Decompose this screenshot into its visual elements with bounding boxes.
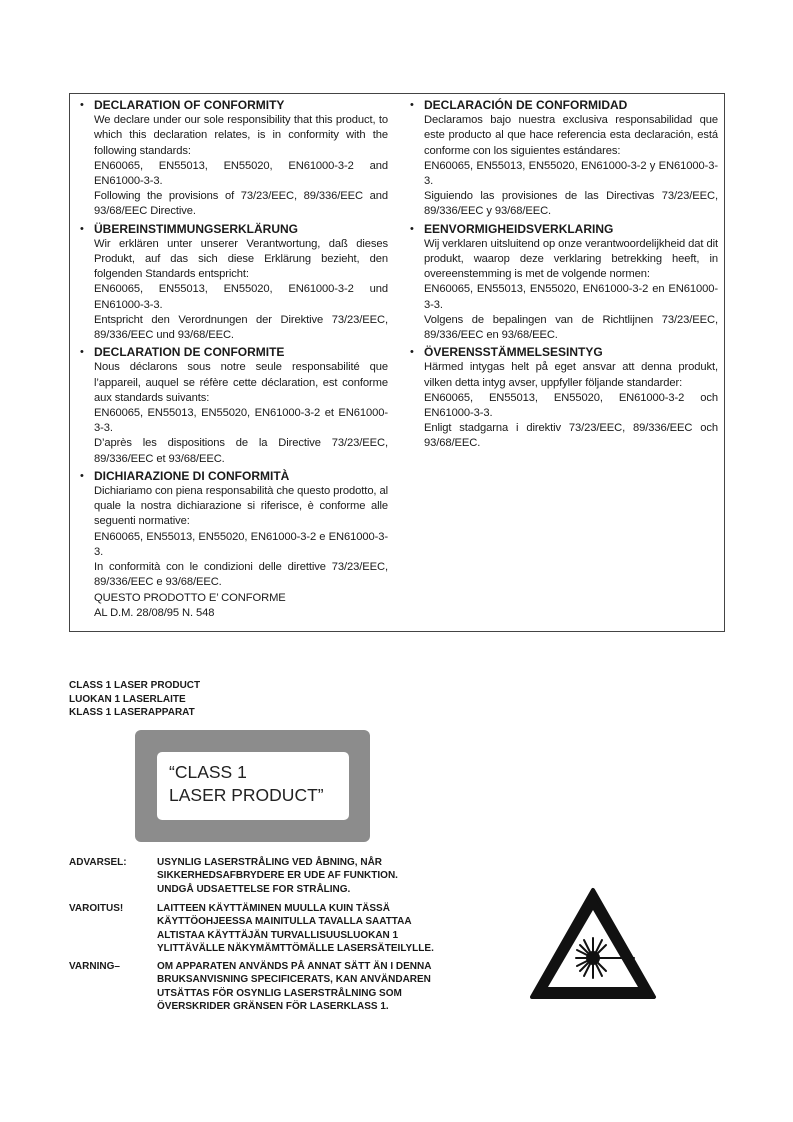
declaration-en — [78, 98, 388, 220]
declaration-title: ÜBEREINSTIMMUNGSERKLÄRUNG — [94, 221, 298, 236]
declaration-title: DECLARACIÓN DE CONFORMIDAD — [424, 98, 628, 112]
declaration-nl — [408, 222, 718, 344]
declaration-body: We declare under our sole responsibility that this product, to which this declaration relates, is in conformity with the following standards: EN60065, EN55013, EN55020, EN61000-3-2 and EN61000-3-3. Following the provisions of 73/23/EEC, 89/336/EEC and 93/68/EEC Directive. — [94, 114, 388, 218]
declaration-title: EENVORMIGHEIDSVERKLARING — [424, 221, 614, 236]
warning-label: ADVARSEL: — [69, 857, 127, 868]
label-inner-panel — [157, 752, 349, 820]
declaration-body: Dichiariamo con piena responsabilità che questo prodotto, al quale la nostra dichiarazione si riferisce, è conforme alle seguenti normative: EN60065, EN55013, EN55020, EN61000-3-2 e EN61000-3-3. In conformità con le condizioni delle direttive 73/23/EEC, 89/336/EEC e 93/68/EEC. QUESTO PRODOTTO E’ CONFORME AL D.M. 28/08/95 N. 548 — [94, 485, 388, 619]
class-1-laser-label — [135, 730, 370, 842]
declaration-body: Declaramos bajo nuestra exclusiva responsabilidad que este producto al que hace referencia esta declaración, está conforme con los siguientes estándares: EN60065, EN55013, EN55020, EN61000-3-2 y EN61000-3-3. Siguiendo las provisiones de las Directivas 73/23/EEC, 89/336/EEC y 93/68/EEC. — [424, 114, 718, 218]
bullet-icon: • — [410, 222, 414, 235]
declarations-box — [69, 93, 725, 632]
declaration-fr — [78, 345, 388, 467]
laser-class-lines — [69, 679, 200, 720]
declaration-title: DICHIARAZIONE DI CONFORMITÀ — [94, 468, 290, 483]
warning-text: USYNLIG LASERSTRÅLING VED ÅBNING, NÅR SIKKERHEDSAFBRYDERE ER UDE AF FUNKTION. UNDGÅ UDSAETTELSE FOR STRÅLING. — [157, 857, 398, 895]
label-text: “CLASS 1 LASER PRODUCT” — [169, 762, 324, 805]
bullet-icon: • — [410, 346, 414, 359]
declaration-title: DECLARATION DE CONFORMITE — [94, 345, 285, 360]
warning-text: LAITTEEN KÄYTTÄMINEN MUULLA KUIN TÄSSÄ KÄYTTÖOHJEESSA MAINITULLA TAVALLA SAATTAA ALTISTAA KÄYTTÄJÄN TURVALLISUUSLUOKAN 1 YLITTÄVÄLLE NÄKYMÄMTTÖMÄLLE LASERSÄTEILYLLE. — [157, 903, 434, 954]
declaration-title: DECLARATION OF CONFORMITY — [94, 98, 285, 112]
declaration-es — [408, 98, 718, 220]
bullet-icon: • — [410, 99, 414, 111]
bullet-icon: • — [80, 469, 84, 482]
class-line: KLASS 1 LASERAPPARAT — [69, 707, 195, 718]
declaration-body: Nous déclarons sous notre seule responsabilité que l’appareil, auquel se réfère cette déclaration, est conforme aux standards suivants: EN60065, EN55013, EN55020, EN61000-3-2 et EN61000-3-3. D’après les dispositions de la Directive 73/23/EEC, 89/336/EEC et 93/68/EEC. — [94, 361, 388, 465]
declarations-left-column — [78, 98, 388, 623]
declaration-body: Wij verklaren uitsluitend op onze verantwoordelijkheid dat dit produkt, waarop deze verklaring betrekking heeft, in overeenstemming is met de volgende normen: EN60065, EN55013, EN55020, EN61000-3-2 en EN61000-3-3. Volgens de bepalingen van de Richtlijnen 73/23/EEC, 89/336/EEC en 93/68/EEC. — [424, 237, 718, 342]
declaration-sv — [408, 345, 718, 451]
warning-label: VAROITUS! — [69, 903, 124, 914]
class-line: LUOKAN 1 LASERLAITE — [69, 693, 186, 705]
laser-warning-icon — [528, 886, 658, 1001]
bullet-icon: • — [80, 99, 84, 111]
declarations-right-column — [408, 98, 718, 454]
declaration-title: ÖVERENSSTÄMMELSESINTYG — [424, 345, 603, 360]
warning-label: VARNING– — [69, 961, 120, 972]
declaration-body: Wir erklären unter unserer Verantwortung, daß dieses Produkt, auf das sich diese Erklärung bezieht, den folgenden Standards entspricht: EN60065, EN55013, EN55020, EN61000-3-2 und EN61000-3-3. Entspricht den Verordnungen der Direktive 73/23/EEC, 89/336/EEC und 93/68/EEC. — [94, 237, 388, 342]
bullet-icon: • — [80, 222, 84, 235]
declaration-it — [78, 469, 388, 621]
class-line: CLASS 1 LASER PRODUCT — [69, 680, 201, 691]
warning-text: OM APPARATEN ANVÄNDS PÅ ANNAT SÄTT ÄN I DENNA BRUKSANVISNING SPECIFICERATS, KAN ANVÄNDAREN UTSÄTTAS FÖR OSYNLIG LASERSTRÅLNING SOM ÖVERSKRIDER GRÄNSEN FÖR LASERKLASS 1. — [157, 961, 432, 1012]
declaration-body: Härmed intygas helt på eget ansvar att denna produkt, vilken detta intyg avser, uppfyller följande standarder: EN60065, EN55013, EN55020, EN61000-3-2 och EN61000-3-3. Enligt stadgarna i direktiv 73/23/EEC, 89/336/EEC och 93/68/EEC. — [424, 361, 718, 450]
bullet-icon: • — [80, 346, 84, 359]
declaration-de — [78, 222, 388, 344]
